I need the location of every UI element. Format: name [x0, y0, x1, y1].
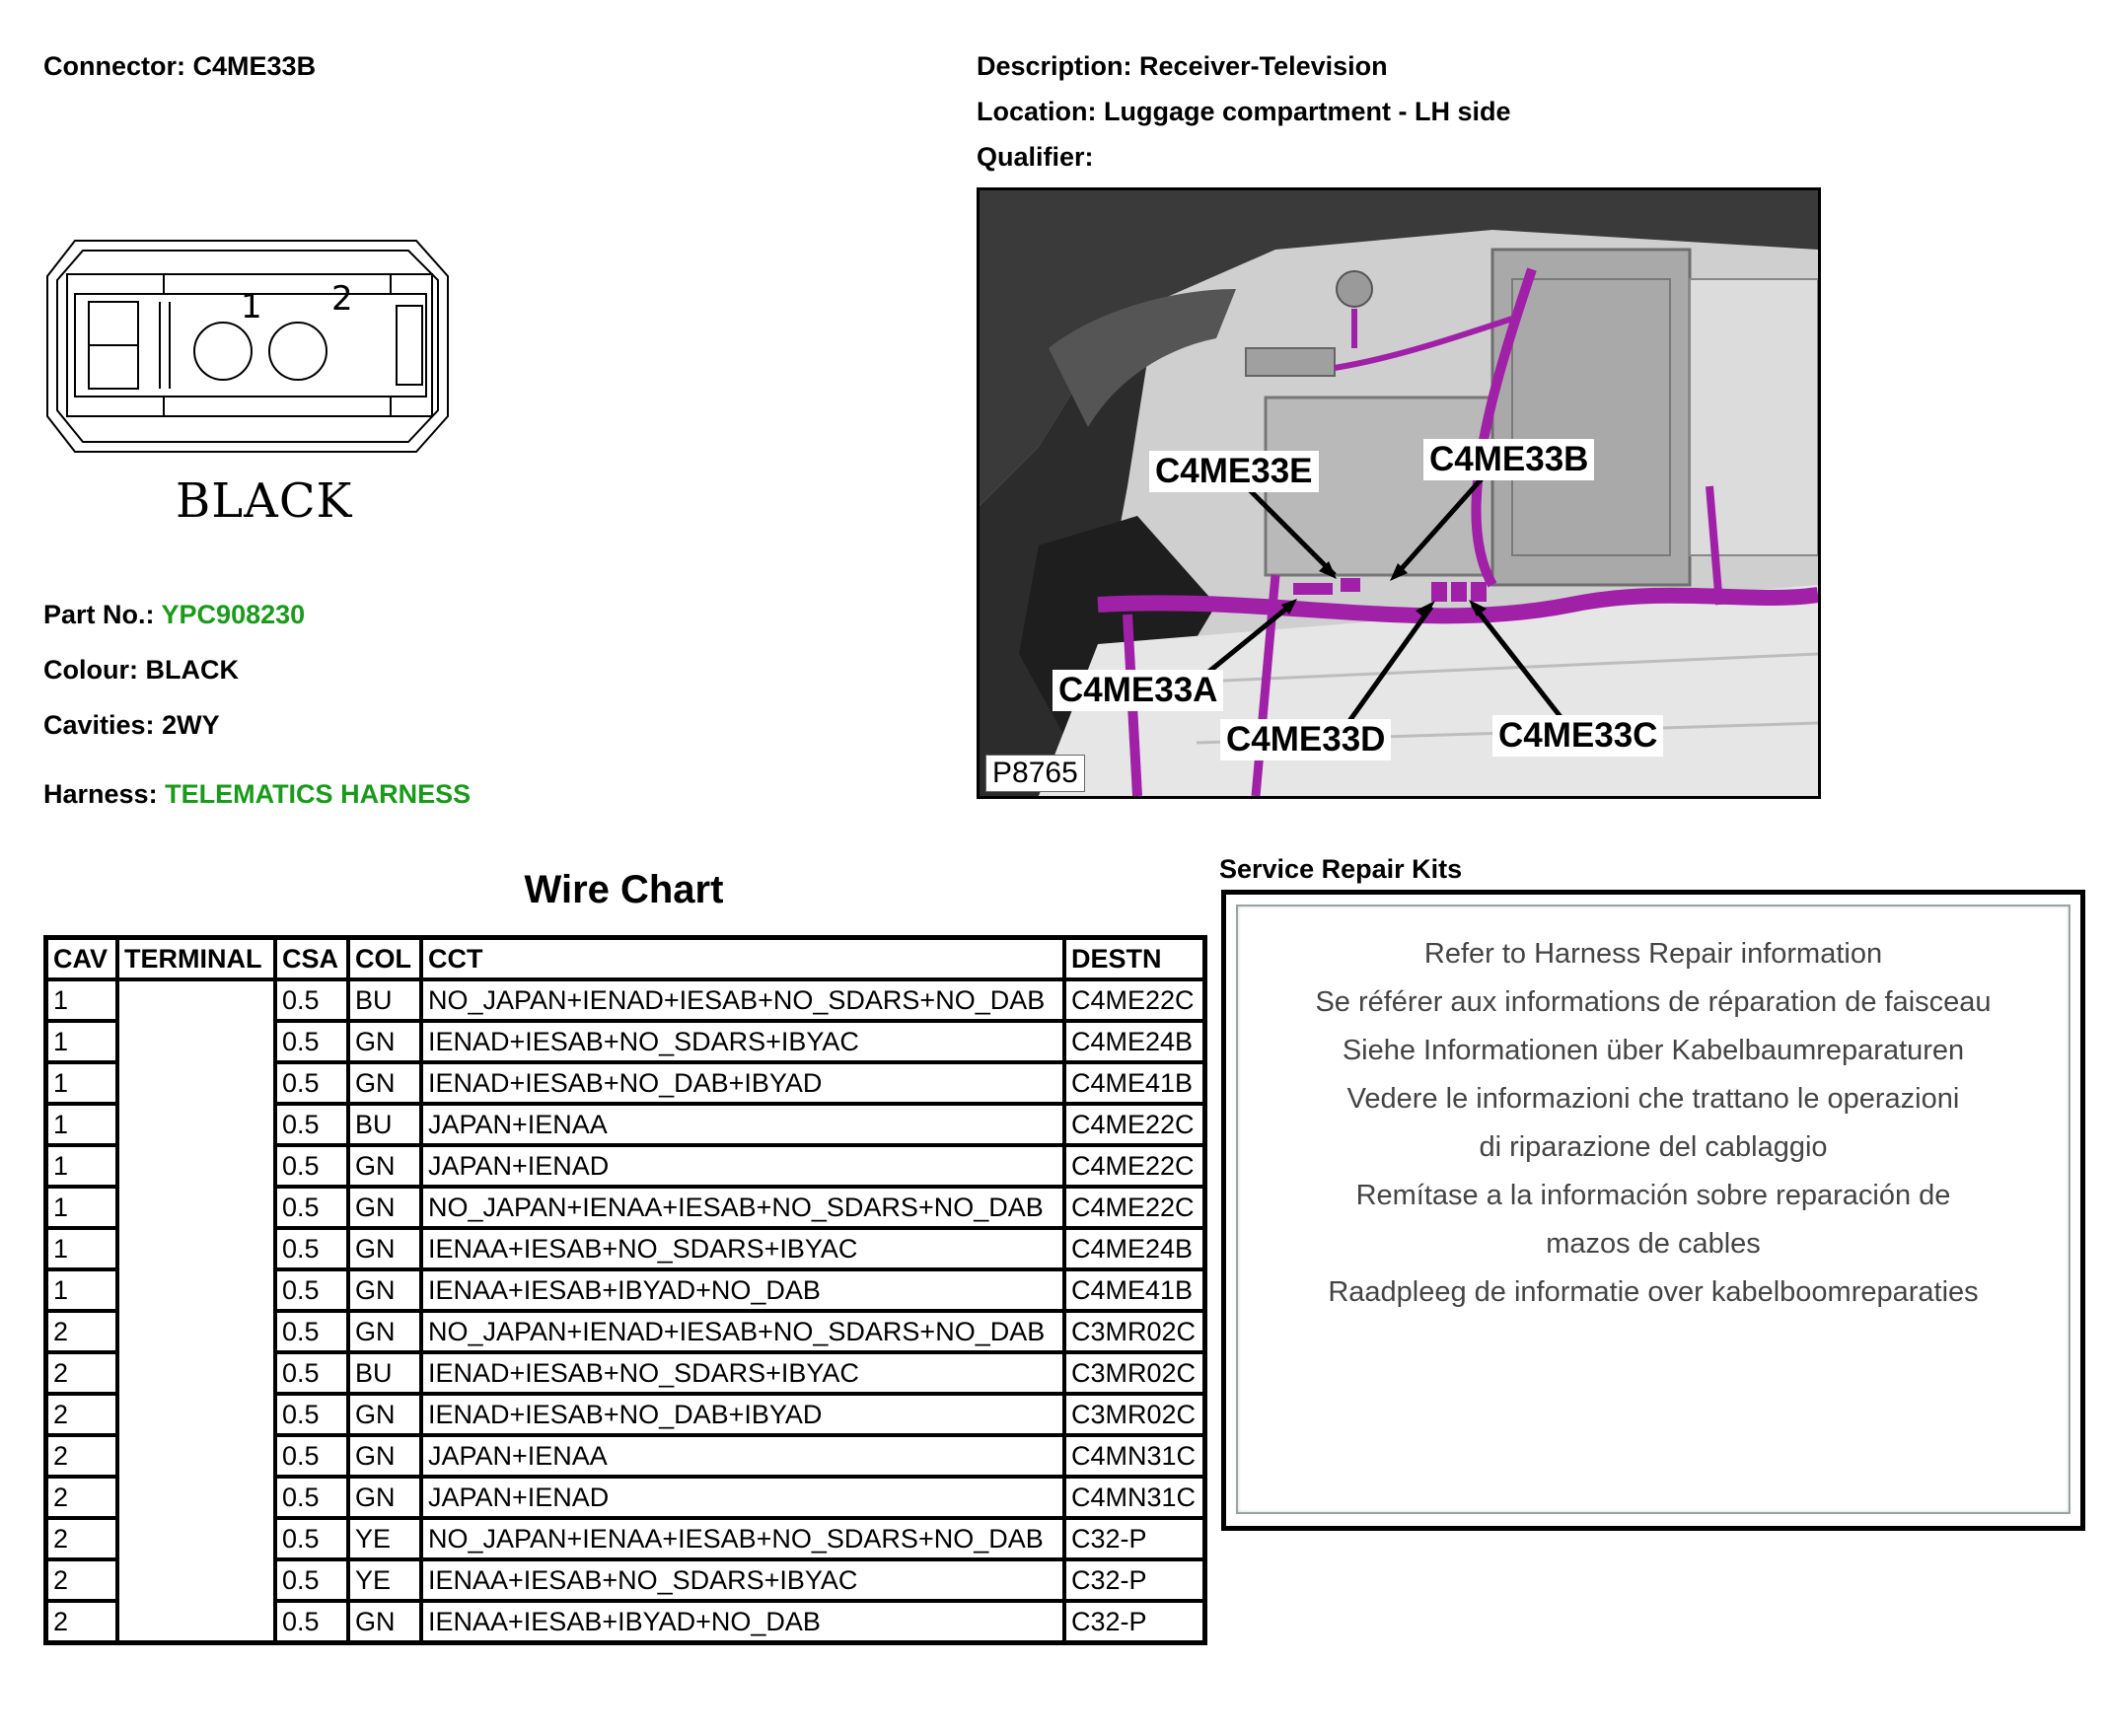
- repair-info-line: Siehe Informationen über Kabelbaumreparaturen: [1342, 1035, 1965, 1066]
- repair-info-line: Remítase a la información sobre reparación de: [1355, 1180, 1951, 1211]
- cell-csa: 0.5: [275, 1352, 348, 1394]
- cell-csa: 0.5: [275, 1601, 348, 1643]
- wire-chart-body: [46, 979, 1205, 1643]
- cell-cct: NO_JAPAN+IENAA+IESAB+NO_SDARS+NO_DAB: [421, 1187, 1064, 1228]
- service-repair-kits-box: [1221, 890, 2085, 1531]
- cell-cct: IENAD+IESAB+NO_SDARS+IBYAC: [421, 1021, 1064, 1062]
- cell-col: GN: [348, 1601, 421, 1643]
- connector-value: C4ME33B: [192, 51, 317, 81]
- cell-cct: JAPAN+IENAD: [421, 1145, 1064, 1187]
- description-value: Receiver-Television: [1139, 51, 1388, 81]
- connector-face-drawing: [43, 237, 458, 459]
- repair-info-line: Refer to Harness Repair information: [1423, 938, 1883, 970]
- col-header-terminal: TERMINAL: [117, 938, 275, 980]
- cell-cct: IENAA+IESAB+IBYAD+NO_DAB: [421, 1601, 1064, 1643]
- cell-csa: 0.5: [275, 979, 348, 1021]
- colour-value: BLACK: [145, 655, 239, 685]
- cell-destn: C4ME24B: [1064, 1021, 1205, 1062]
- cavities-value: 2WY: [162, 710, 220, 740]
- cell-cav: 1: [46, 1145, 118, 1187]
- cell-csa: 0.5: [275, 1435, 348, 1477]
- cell-col: GN: [348, 1394, 421, 1435]
- cell-destn: C4ME22C: [1064, 979, 1205, 1021]
- connector-field: [43, 51, 316, 82]
- cell-cct: IENAD+IESAB+NO_SDARS+IBYAC: [421, 1352, 1064, 1394]
- cell-destn: C4ME41B: [1064, 1062, 1205, 1104]
- cell-csa: 0.5: [275, 1145, 348, 1187]
- cell-destn: C3MR02C: [1064, 1394, 1205, 1435]
- cell-destn: C4ME41B: [1064, 1269, 1205, 1311]
- cell-col: YE: [348, 1559, 421, 1601]
- cell-csa: 0.5: [275, 1104, 348, 1145]
- cell-csa: 0.5: [275, 1311, 348, 1352]
- col-header-col: COL: [348, 938, 421, 980]
- service-repair-kits-title: Service Repair Kits: [1219, 854, 1463, 884]
- pin-2-cavity: [269, 323, 327, 380]
- cell-destn: C4MN31C: [1064, 1477, 1205, 1518]
- repair-info-line: Vedere le informazioni che trattano le operazioni: [1346, 1083, 1960, 1115]
- cell-cav: 1: [46, 1269, 118, 1311]
- cell-col: GN: [348, 1062, 421, 1104]
- part-no-field: [43, 600, 305, 630]
- cell-cct: IENAA+IESAB+IBYAD+NO_DAB: [421, 1269, 1064, 1311]
- cell-col: GN: [348, 1269, 421, 1311]
- cell-cct: JAPAN+IENAD: [421, 1477, 1064, 1518]
- cell-col: BU: [348, 979, 421, 1021]
- cell-col: YE: [348, 1518, 421, 1559]
- description-label: Description:: [977, 51, 1132, 81]
- cell-terminal: [117, 979, 275, 1643]
- cell-cav: 2: [46, 1477, 118, 1518]
- cell-cav: 1: [46, 1187, 118, 1228]
- cell-col: BU: [348, 1352, 421, 1394]
- cell-destn: C32-P: [1064, 1518, 1205, 1559]
- callout-c4me33a: C4ME33A: [1053, 670, 1223, 711]
- cell-col: BU: [348, 1104, 421, 1145]
- cell-csa: 0.5: [275, 1228, 348, 1269]
- cell-cct: NO_JAPAN+IENAD+IESAB+NO_SDARS+NO_DAB: [421, 979, 1064, 1021]
- table-row: [46, 979, 1205, 1021]
- cell-cav: 1: [46, 1104, 118, 1145]
- repair-info-line: di riparazione del cablaggio: [1479, 1131, 1828, 1163]
- cell-col: GN: [348, 1311, 421, 1352]
- repair-info-line: Raadpleeg de informatie over kabelboomreparaties: [1328, 1276, 1979, 1308]
- wire-chart-header-row: [46, 938, 1205, 980]
- wire-chart-title: Wire Chart: [524, 868, 724, 911]
- pin-1-cavity: [194, 323, 252, 380]
- cell-csa: 0.5: [275, 1062, 348, 1104]
- col-header-cct: CCT: [421, 938, 1064, 980]
- cell-destn: C3MR02C: [1064, 1311, 1205, 1352]
- col-header-cav: CAV: [46, 938, 118, 980]
- cell-col: GN: [348, 1145, 421, 1187]
- repair-info-line: Se référer aux informations de réparation de faisceau: [1315, 986, 1992, 1018]
- callout-c4me33c: C4ME33C: [1492, 715, 1663, 757]
- cell-cct: JAPAN+IENAA: [421, 1104, 1064, 1145]
- cell-cav: 2: [46, 1435, 118, 1477]
- location-photo: [977, 187, 1821, 799]
- cell-destn: C4MN31C: [1064, 1435, 1205, 1477]
- location-label: Location:: [977, 97, 1097, 126]
- cell-destn: C4ME22C: [1064, 1145, 1205, 1187]
- cell-destn: C32-P: [1064, 1559, 1205, 1601]
- col-header-destn: DESTN: [1064, 938, 1205, 980]
- cell-cav: 2: [46, 1559, 118, 1601]
- cell-cav: 2: [46, 1518, 118, 1559]
- location-value: Luggage compartment - LH side: [1104, 97, 1511, 126]
- part-no-link[interactable]: YPC908230: [161, 600, 306, 629]
- cell-col: GN: [348, 1187, 421, 1228]
- callout-c4me33d: C4ME33D: [1220, 719, 1391, 760]
- service-repair-kits-inner: [1236, 904, 2071, 1514]
- cavities-label: Cavities:: [43, 710, 155, 740]
- cell-cct: IENAA+IESAB+NO_SDARS+IBYAC: [421, 1559, 1064, 1601]
- harness-field: [43, 779, 471, 810]
- cell-cav: 2: [46, 1601, 118, 1643]
- harness-link[interactable]: TELEMATICS HARNESS: [165, 779, 472, 809]
- cell-destn: C4ME22C: [1064, 1187, 1205, 1228]
- cell-cav: 1: [46, 1228, 118, 1269]
- cell-cav: 1: [46, 1021, 118, 1062]
- cell-csa: 0.5: [275, 1559, 348, 1601]
- cell-csa: 0.5: [275, 1021, 348, 1062]
- qualifier-label: Qualifier:: [977, 142, 1094, 172]
- cavities-field: [43, 710, 220, 741]
- cell-cct: NO_JAPAN+IENAA+IESAB+NO_SDARS+NO_DAB: [421, 1518, 1064, 1559]
- cell-cct: NO_JAPAN+IENAD+IESAB+NO_SDARS+NO_DAB: [421, 1311, 1064, 1352]
- pin-2-label: 2: [331, 279, 353, 319]
- cell-csa: 0.5: [275, 1477, 348, 1518]
- cell-col: GN: [348, 1477, 421, 1518]
- cell-col: GN: [348, 1021, 421, 1062]
- cell-destn: C3MR02C: [1064, 1352, 1205, 1394]
- cell-cav: 2: [46, 1311, 118, 1352]
- repair-info-line: mazos de cables: [1546, 1228, 1761, 1260]
- cell-cav: 2: [46, 1394, 118, 1435]
- cell-csa: 0.5: [275, 1394, 348, 1435]
- cell-csa: 0.5: [275, 1518, 348, 1559]
- col-header-csa: CSA: [275, 938, 348, 980]
- wire-chart-table: [43, 935, 1207, 1645]
- cell-cav: 1: [46, 979, 118, 1021]
- photo-reference: P8765: [985, 755, 1085, 792]
- cell-cav: 1: [46, 1062, 118, 1104]
- cell-cav: 2: [46, 1352, 118, 1394]
- location-field: [977, 97, 1511, 127]
- description-field: [977, 51, 1388, 82]
- cell-destn: C32-P: [1064, 1601, 1205, 1643]
- colour-field: [43, 655, 239, 686]
- cell-cct: IENAA+IESAB+NO_SDARS+IBYAC: [421, 1228, 1064, 1269]
- connector-colour-label: BLACK: [176, 473, 353, 529]
- cell-csa: 0.5: [275, 1269, 348, 1311]
- cell-cct: JAPAN+IENAA: [421, 1435, 1064, 1477]
- cell-destn: C4ME22C: [1064, 1104, 1205, 1145]
- connector-label: Connector:: [43, 51, 185, 81]
- cell-col: GN: [348, 1228, 421, 1269]
- cell-cct: IENAD+IESAB+NO_DAB+IBYAD: [421, 1062, 1064, 1104]
- harness-label: Harness:: [43, 779, 158, 809]
- callout-c4me33b: C4ME33B: [1423, 439, 1594, 480]
- cell-col: GN: [348, 1435, 421, 1477]
- pin-1-label: 1: [241, 287, 262, 326]
- part-no-label: Part No.:: [43, 600, 155, 629]
- cell-destn: C4ME24B: [1064, 1228, 1205, 1269]
- colour-label: Colour:: [43, 655, 138, 685]
- cell-cct: IENAD+IESAB+NO_DAB+IBYAD: [421, 1394, 1064, 1435]
- cell-csa: 0.5: [275, 1187, 348, 1228]
- callout-c4me33e: C4ME33E: [1149, 451, 1319, 492]
- qualifier-field: [977, 142, 1094, 173]
